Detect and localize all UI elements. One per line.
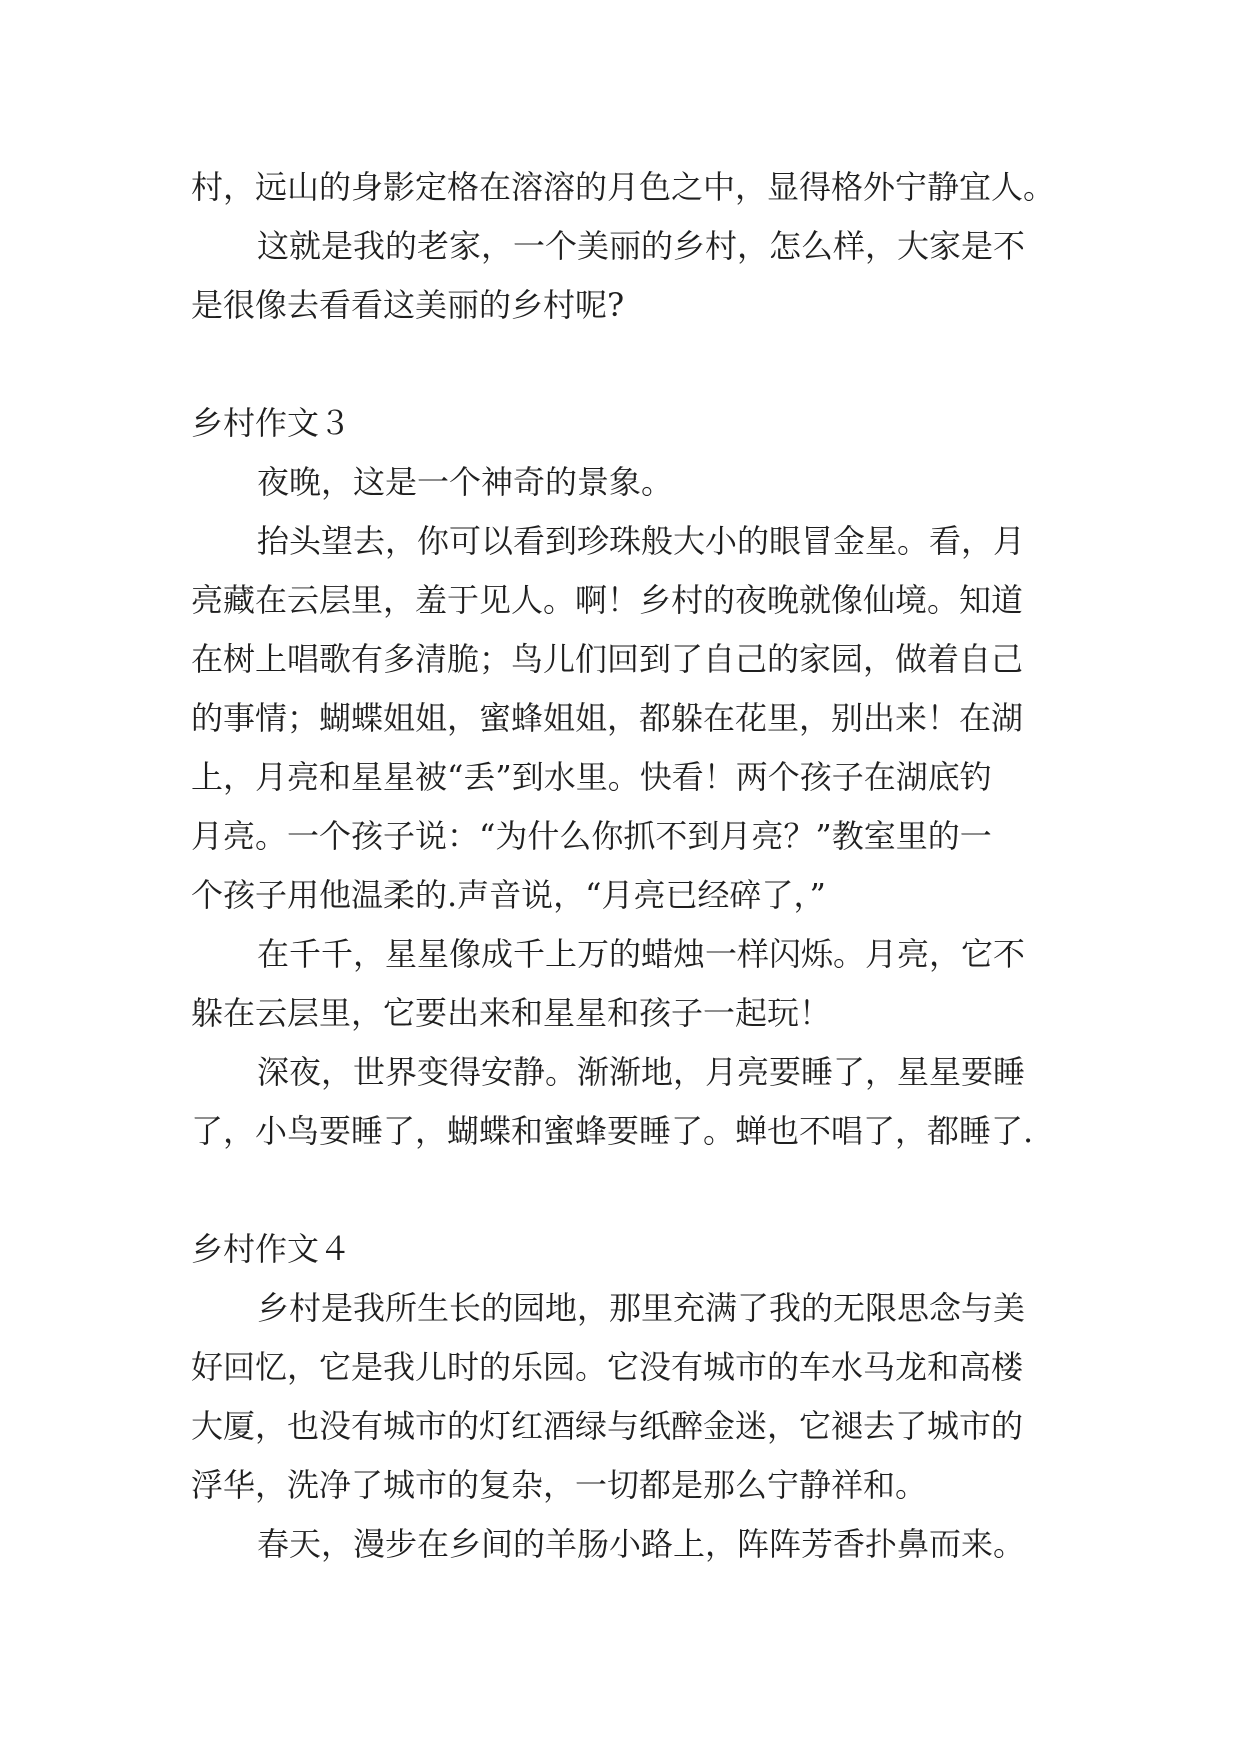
paragraph-line: 夜晚，这是一个神奇的景象。 — [257, 463, 674, 501]
paragraph-line: 大厦，也没有城市的灯红酒绿与纸醉金迷，它褪去了城市的 — [191, 1407, 1024, 1445]
section-heading: 乡村作文４ — [191, 1230, 352, 1268]
paragraph-line: 的事情；蝴蝶姐姐，蜜蜂姐姐，都躲在花里，别出来！在湖 — [191, 699, 1024, 737]
paragraph-line: 好回忆，它是我儿时的乐园。它没有城市的车水马龙和高楼 — [191, 1348, 1024, 1386]
section-heading: 乡村作文３ — [191, 404, 352, 442]
document-body — [191, 158, 1059, 1574]
section-spacer — [191, 335, 1059, 394]
paragraph-line: 躲在云层里，它要出来和星星和孩子一起玩！ — [191, 994, 832, 1032]
paragraph-line: 月亮。一个孩子说：“为什么你抓不到月亮？”教室里的一 — [191, 817, 992, 855]
paragraph-line: 在千千，星星像成千上万的蜡烛一样闪烁。月亮，它不 — [257, 935, 1026, 973]
paragraph-line: 深夜，世界变得安静。渐渐地，月亮要睡了，星星要睡 — [257, 1053, 1026, 1091]
paragraph-line: 乡村是我所生长的园地，那里充满了我的无限思念与美 — [257, 1289, 1026, 1327]
paragraph-line: 在树上唱歌有多清脆；鸟儿们回到了自己的家园，做着自己 — [191, 640, 1024, 678]
paragraph-line: 浮华，洗净了城市的复杂，一切都是那么宁静祥和。 — [191, 1466, 928, 1504]
paragraph-line: 了，小鸟要睡了，蝴蝶和蜜蜂要睡了。蝉也不唱了，都睡了. — [191, 1112, 1034, 1150]
paragraph-line: 是很像去看看这美丽的乡村呢? — [191, 286, 625, 324]
paragraph-line: 春天，漫步在乡间的羊肠小路上，阵阵芳香扑鼻而来。 — [257, 1525, 1026, 1563]
paragraph-line: 上，月亮和星星被“丢”到水里。快看！两个孩子在湖底钓 — [191, 758, 992, 796]
paragraph-line: 这就是我的老家，一个美丽的乡村，怎么样，大家是不 — [257, 227, 1026, 265]
paragraph-line: 亮藏在云层里，羞于见人。啊！乡村的夜晚就像仙境。知道 — [191, 581, 1024, 619]
paragraph-line: 个孩子用他温柔的.声音说，“月亮已经碎了，” — [191, 876, 826, 914]
paragraph-line: 抬头望去，你可以看到珍珠般大小的眼冒金星。看，月 — [257, 522, 1026, 560]
paragraph-line: 村，远山的身影定格在溶溶的月色之中，显得格外宁静宜人。 — [191, 168, 1056, 206]
section-spacer — [191, 1161, 1059, 1220]
